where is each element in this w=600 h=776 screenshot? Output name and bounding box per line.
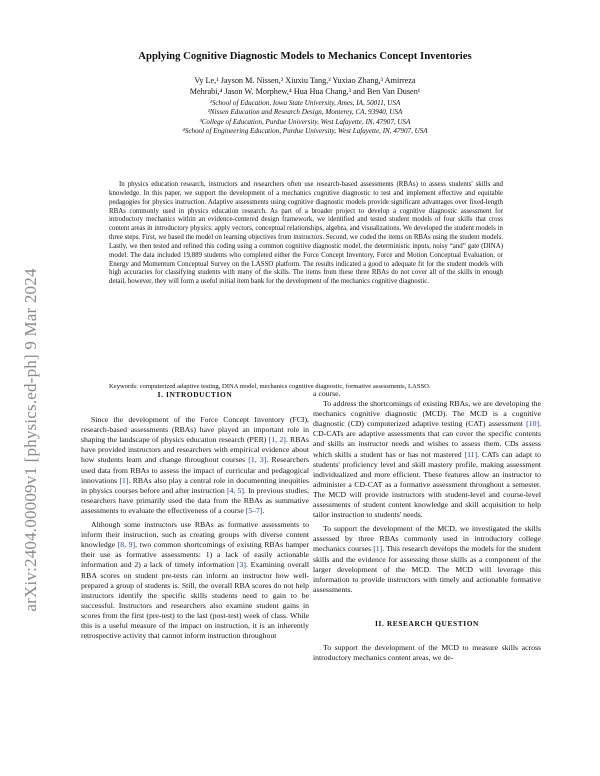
text-run: . (262, 505, 265, 515)
intro-paragraph-2 (81, 520, 309, 641)
affiliation-list (70, 99, 540, 137)
text-run: To address the shortcomings of existing RBAs, we are developing the mechanics cognitive diagnostic (MCD). The MCD is a cognitive diagnostic (CD) computerized adaptive testing (CAT) assessment (313, 399, 541, 429)
citation-link[interactable]: [1, 3] (248, 455, 267, 465)
intro-paragraph-4 (313, 524, 541, 595)
text-run: . This research develops the models for the student skills and the evidence for assessing those skills as a component of the larger development of the MCD. The MCD will leverage this information to provide instructors with timely and actionable formative assessments. (313, 544, 541, 594)
text-run: . Researchers used data from RBAs to assess the impact of curricular and pedagogical innovations (81, 455, 309, 485)
citation-link[interactable]: [1, 2] (268, 435, 286, 445)
author-line-2: Mehrabi,⁴ Jason W. Morphew,⁴ Hua Hua Chang,³ and Ben Van Dusen¹ (189, 86, 421, 96)
abstract: In physics education research, instructors and researchers often use research-based assessments (RBAs) to assess students' skills and knowledge. In this paper, we support the development of a mechanics cognitive diagnostic to test and implement effective and equitable pedagogies for physics instruction. Adaptive assessments using cognitive diagnostic models provide significant advantages over fixed-length RBAs commonly used in physics education research. As part of a broader project to develop a cognitive diagnostic assessment for introductory mechanics within an evidence-centered design framework, we identified and tested student models of four skills that cross content areas in introductory physics: apply vectors, conceptual relationships, algebra, and visualizations. We developed the student models in three steps. First, we based the model on learning objectives from instructors. Second, we coded the items on RBAs using the student models. Lastly, we then tested and refined this coding using a common cognitive diagnostic model, the deterministic inputs, noisy “and” gate (DINA) model. The data included 19,889 students who completed either the Force Concept Inventory, Force and Motion Conceptual Evaluation, or Energy and Momentum Conceptual Survey on the LASSO platform. The results indicated a good to adequate fit for the student models with high accuracies for classifying students with many of the skills. The items from these three RBAs do not cover all of the skills in enough detail, however, they will form a useful initial item bank for the development of the mechanics cognitive diagnostic. (109, 181, 503, 286)
citation-link[interactable]: [3] (236, 560, 246, 570)
left-column (81, 366, 309, 641)
text-run: . In previous studies, researchers have primarily used the data from the RBAs as summative assessments to evaluate the effectiveness of a course (81, 485, 309, 515)
text-run: . Examining overall RBA scores on student pre-tests can inform an instructor how well-prepared a group of students is. Still, the overall RBA scores do not help instructors identify the specific skills students need to gain to be successful. Instructors and researchers also examine student gains in scores from the first (pre-test) to the last (post-test) week of class. While this is a useful measure of the impact on instruction, it is an inherently retrospective activity that cannot inform instruction throughout (81, 560, 309, 641)
arxiv-identifier: arXiv:2404.00009v1 [physics.ed-ph] 9 Mar 2024 (21, 268, 40, 612)
text-run: Since the development of the Force Concept Inventory (FCI), research-based assessments (RBAs) have played an important role in shaping the landscape of physics education research (PER) (81, 415, 309, 445)
research-question-paragraph: To support the development of the MCD to measure skills across introductory mechanics content areas, we de- (313, 642, 541, 663)
citation-link[interactable]: [8, 9] (117, 540, 136, 550)
arxiv-sidebar (18, 250, 44, 630)
text-run: . CD-CATs are adaptive assessments that can cover the specific contents and skills an instructor needs and wishes to assess them. CDs assess which skills a student has or has not mastered (313, 419, 541, 459)
affiliation-3: ³College of Education, Purdue University, West Lafayette, IN, 47907, USA (199, 117, 411, 126)
citation-link[interactable]: [1] (373, 544, 383, 554)
intro-paragraph-3 (313, 399, 541, 520)
paper-title: Applying Cognitive Diagnostic Models to Mechanics Concept Inventories (138, 50, 472, 62)
section-heading-research-question: II. RESEARCH QUESTION (375, 618, 479, 628)
text-run: . RBAs also play a central role in documenting inequities in physics courses before and after instruction (81, 475, 309, 495)
citation-link[interactable]: [5–7] (245, 505, 263, 515)
affiliation-4: ⁴School of Engineering Education, Purdue University, West Lafayette, IN, 47907, USA (182, 127, 428, 136)
text-run: Although some instructors use RBAs as formative assessments to inform their instruction, such as creating groups with diverse content knowledge (81, 520, 309, 550)
right-column (313, 389, 541, 663)
affiliation-2: ²Nissen Education and Research Design, Monterey, CA, 93940, USA (207, 108, 403, 117)
citation-link[interactable]: [10] (526, 419, 540, 429)
citation-link[interactable]: [4, 5] (226, 485, 244, 495)
section-heading-introduction: I. INTRODUCTION (157, 390, 233, 399)
text-run: . CATs can adapt to students' proficiency level and skill mastery profile, making assessment individualized and more efficient. These features allow an instructor to administer a CD-CAT as a formative assessment throughout a semester. The MCD will provide instructors with student-level and course-level assessments of student content knowledge and skill acquisition to help tailor instruction to students' needs. (313, 449, 541, 520)
intro-paragraph-2-end: a course. (313, 389, 341, 398)
affiliation-1: ¹School of Education, Iowa State University, Ames, IA, 50011, USA (209, 99, 401, 107)
author-list (100, 76, 510, 97)
keywords-text: computerized adaptive testing, DINA model, mechanics cognitive diagnostic, formative assessments, LASSO. (139, 383, 431, 390)
author-line-1: Vy Le,¹ Jayson M. Nissen,² Xiuxiu Tang,³ Yuxiao Zhang,³ Amirreza (194, 76, 416, 85)
citation-link[interactable]: [11] (464, 449, 478, 459)
intro-paragraph-1 (81, 415, 309, 516)
text-run: To support the development of the MCD, we investigated the skills assessed by three RBAs commonly used in introductory college mechanics courses (313, 524, 541, 554)
text-run: . RBAs have provided instructors and researchers with empirical evidence about how students learn and change throughout courses (81, 435, 309, 465)
text-run: , two common shortcomings of existing RBAs hamper their use as formative assessments: 1) a lack of easily actionable information and 2) a lack of timely information (81, 540, 309, 570)
keywords-label: Keywords: (109, 383, 138, 390)
citation-link[interactable]: [1] (119, 475, 129, 485)
